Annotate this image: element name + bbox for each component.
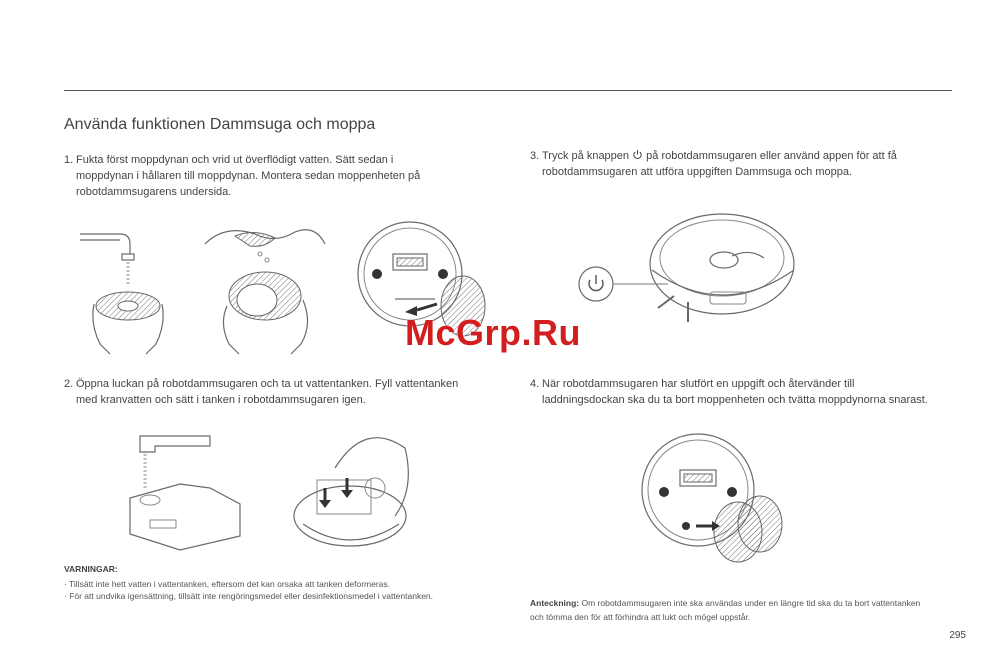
step-1 [64, 152, 484, 200]
wringing-figure [205, 230, 325, 354]
step-text-line: Tryck på knappen [542, 150, 630, 162]
water-tank-figure [130, 436, 240, 550]
robot-open-lid-figure [294, 438, 408, 546]
step-number: 3. [530, 150, 540, 162]
robot-remove-mop-figure [642, 434, 782, 562]
step-3 [530, 148, 950, 180]
step-text-line: moppdynan i hållaren till moppdynan. Montera sedan moppenheten på [76, 170, 421, 182]
step-text-line: Fukta först moppdynan och vrid ut överflödigt vatten. Sätt sedan i [76, 154, 394, 166]
page-number: 295 [949, 630, 966, 641]
step-number: 2. [64, 378, 74, 390]
step-4-illustration [636, 430, 786, 570]
step-text-line: robotdammsugaren att utföra uppgiften Dammsuga och moppa. [542, 166, 853, 178]
step-number: 1. [64, 154, 74, 166]
watermark-logo: McGrp.Ru [405, 312, 582, 353]
step-text-line: laddningsdockan ska du ta bort moppenheten och tvätta moppdynorna snarast. [542, 394, 928, 406]
step-text-line: robotdammsugarens undersida. [76, 186, 232, 198]
step-text-line: med kranvatten och sätt i tanken i robotdammsugaren igen. [76, 394, 366, 406]
warning-item: · Tillsätt inte hett vatten i vattentanken, eftersom det kan orsaka att tanken deformeras. [64, 579, 391, 589]
step-text-line: på robotdammsugaren eller använd appen för att få [646, 150, 897, 162]
warnings-title: VARNINGAR: [64, 564, 118, 574]
step-2-illustration [120, 428, 430, 558]
warning-item: · För att undvika igensättning, tillsätt inte rengöringsmedel eller desinfektionsmedel i vattentanken. [64, 591, 434, 601]
step-number: 4. [530, 378, 540, 390]
faucet-pad-figure [80, 234, 163, 354]
step-text-line: Öppna luckan på robotdammsugaren och ta ut vattentanken. Fyll vattentanken [76, 378, 459, 390]
note-label: Anteckning: [530, 598, 580, 608]
power-icon [632, 149, 643, 160]
page-title: Använda funktionen Dammsuga och moppa [64, 116, 376, 133]
header-rule [64, 90, 952, 91]
step-text-line: När robotdammsugaren har slutfört en uppgift och återvänder till [542, 378, 855, 390]
step-3-illustration [572, 200, 812, 330]
robot-top-figure [650, 214, 794, 322]
note [530, 596, 930, 624]
note-text: Om robotdammsugaren inte ska användas under en längre tid ska du ta bort vattentanken och tömma den för att förhindra att lukt och mögel uppstår. [530, 598, 921, 622]
step-2 [64, 376, 504, 408]
step-4 [530, 376, 970, 408]
